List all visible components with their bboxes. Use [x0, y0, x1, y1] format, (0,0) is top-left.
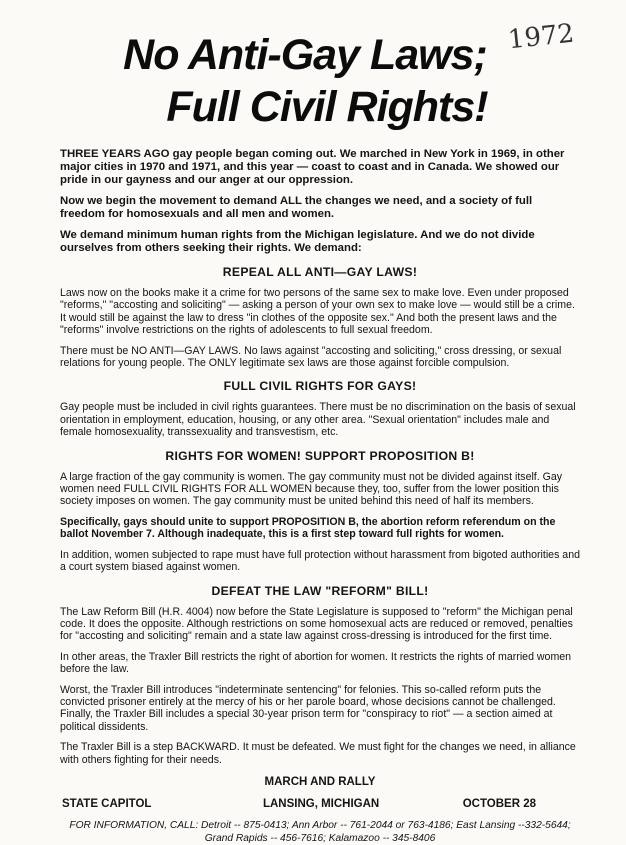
flyer-body [60, 148, 580, 845]
section-paragraph: Specifically, gays should unite to support PROPOSITION B, the abortion reform referendum on the ballot November 7. Although inadequate, this is a first step toward full rights for women. [60, 515, 556, 541]
section-paragraph: There must be NO ANTI—GAY LAWS. No laws against "accosting and soliciting," cross dressing, or sexual relations for young people. The ONLY legitimate sex laws are those against forcible compulsion. [60, 344, 562, 370]
section-heading-women: RIGHTS FOR WOMEN! SUPPORT PROPOSITION B! [165, 448, 475, 463]
section-heading-civil-rights: FULL CIVIL RIGHTS FOR GAYS! [223, 379, 417, 394]
rally-location: STATE CAPITOL [62, 797, 152, 810]
title-line-2: Full Civil Rights! [166, 83, 488, 131]
section-paragraph: A large fraction of the gay community is women. The gay community must not be divided against itself. Gay women need FULL CIVIL RIGHTS FOR ALL WOMEN because they, too, suffer from the lower position this society imposes on women. The gay community must be united behind this need of half its members. [60, 470, 563, 508]
contact-line-2: Grand Rapids -- 456-7616; Kalamazoo -- 345-8406 [204, 832, 436, 844]
section-paragraph: Worst, the Traxler Bill introduces "indeterminate sentencing" for felonies. This so-called reform puts the convicted prisoner entirely at the mercy of his or her parole board, whose decisions cannot be challenged. Finally, the Traxler Bill includes a special 30-year prison term for "conspiracy to riot" — a section aimed at political dissidents. [60, 683, 556, 733]
intro-paragraph: THREE YEARS AGO gay people began coming out. We marched in New York in 1969, in other major cities in 1970 and 1971, and this year — coast to coast and in Canada. We showed our pride in our gayness and our anger at our oppression. [60, 148, 565, 186]
section-paragraph: Laws now on the books make it a crime for two persons of the same sex to make love. Even under proposed "reforms," "accosting and soliciting" — asking a person of your own sex to make love — would still be a crime. It would still be against the law to dress "in clothes of the opposite sex." And both the present laws and the "reforms" involve restrictions on the rights of adolescents to full sexual freedom. [60, 287, 575, 337]
section-paragraph: The Traxler Bill is a step BACKWARD. It must be defeated. We must fight for the changes we need, in alliance with others fighting for their needs. [60, 741, 576, 766]
contact-line-1: FOR INFORMATION, CALL: Detroit -- 875-0413; Ann Arbor -- 761-2044 or 763-4186; East Lansing --332-5644; [69, 819, 571, 831]
section-heading-repeal: REPEAL ALL ANTI—GAY LAWS! [222, 265, 418, 279]
section-paragraph: In other areas, the Traxler Bill restricts the right of abortion for women. It restricts the rights of married women before the law. [60, 650, 572, 676]
rally-date: OCTOBER 28 [462, 797, 536, 810]
intro-paragraph: Now we begin the movement to demand ALL the changes we need, and a society of full freedom for homosexuals and all men and women. [60, 195, 533, 220]
handwritten-year: 1972 [506, 18, 576, 56]
section-paragraph: In addition, women subjected to rape must have full protection without harassment from bigoted authorities and a court system biased against women. [60, 548, 580, 574]
section-heading-reform-bill: DEFEAT THE LAW "REFORM" BILL! [211, 583, 429, 598]
title-line-1: No Anti-Gay Laws; [123, 31, 487, 79]
section-paragraph: The Law Reform Bill (H.R. 4004) now before the State Legislature is supposed to "reform" the Michigan penal code. It does the opposite. Although restrictions on some homosexual acts are reduced or removed, penalties for "accosting and soliciting" remain and a state law against cross-dressing is introduced for the first time. [60, 605, 573, 643]
rally-city: LANSING, MICHIGAN [262, 797, 380, 810]
contact-info [60, 820, 580, 845]
intro-block [60, 148, 580, 255]
section-paragraph: Gay people must be included in civil rights guarantees. There must be no discrimination on the basis of sexual orientation in employment, education, housing, or any other area. "Sexual orientation" includes male and female homosexuality, transsexuality and transvestism, etc. [60, 401, 576, 439]
intro-paragraph: We demand minimum human rights from the Michigan legislature. And we do not divide ourselves from others seeking their rights. We demand: [60, 229, 535, 254]
rally-title: MARCH AND RALLY [264, 775, 376, 788]
